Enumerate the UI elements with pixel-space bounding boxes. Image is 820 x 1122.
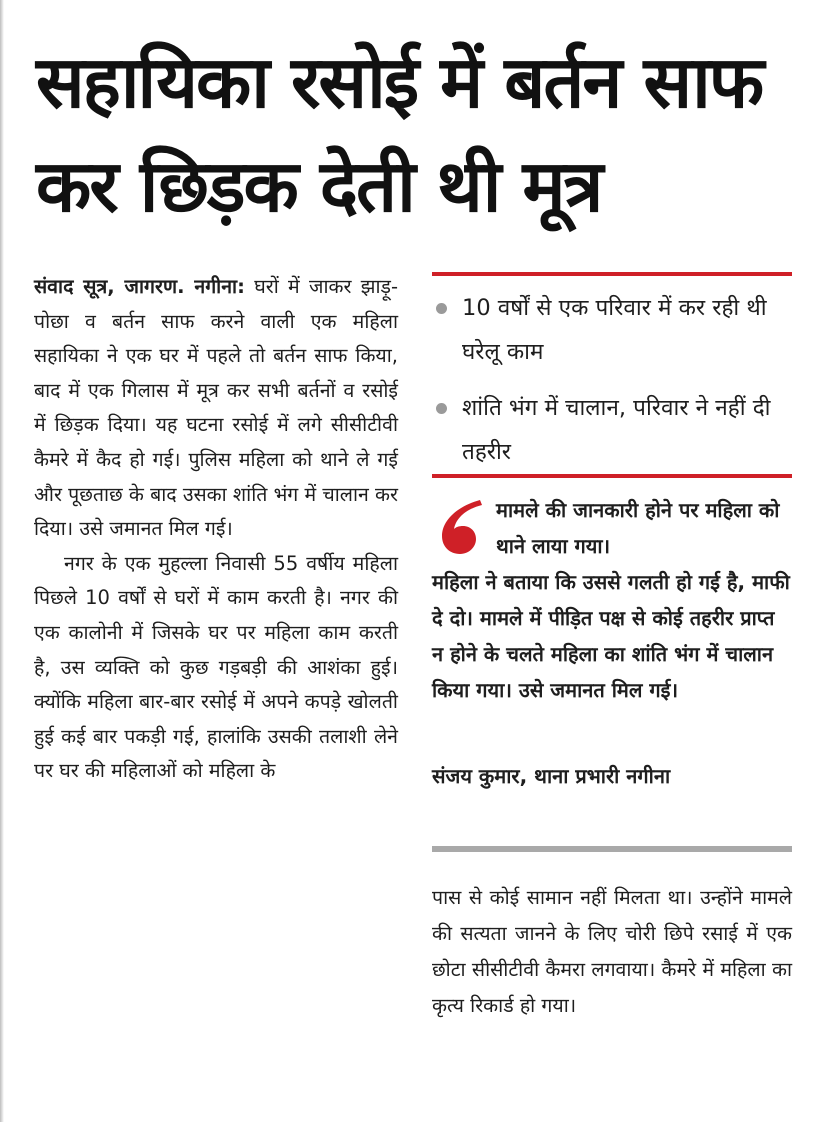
section-divider-rule (432, 846, 792, 852)
bullet-dot-icon (436, 303, 447, 314)
highlights-list (432, 286, 792, 486)
article-body-left-column (34, 270, 398, 789)
quote-opening-lines: मामले की जानकारी होने पर महिला को थाने लाया गया। (496, 498, 780, 558)
paragraph-1-text: घरों में जाकर झाड़ू-पोछा व बर्तन साफ करने वाली एक महिला सहायिका ने एक घर में पहले तो बर्तन साफ किया, बाद में एक गिलास में मूत्र कर सभी बर्तनों व रसोई में छिड़क दिया। यह घटना रसोई में लगे सीसीटीवी कैमरे में कैद हो गई। पुलिस महिला को थाने ले गई और पूछताछ के बाद उसका शांति भंग में चालान कर दिया। उसे जमानत मिल गई। (34, 275, 399, 541)
highlights-bottom-rule (432, 474, 792, 478)
dateline: संवाद सूत्र, जागरण. नगीना: (34, 275, 245, 298)
quote-attribution: संजय कुमार, थाना प्रभारी नगीना (432, 764, 671, 788)
article-continuation: पास से कोई सामान नहीं मिलता था। उन्होंने मामले की सत्यता जानने के लिए चोरी छिपे रसाई में एक छोटा सीसीटीवी कैमरा लगवाया। कैमरे में महिला का कृत्य रिकार्ड हो गया। (432, 886, 792, 1017)
highlight-text: 10 वर्षों से एक परिवार में कर रही थी घरेलू काम (462, 295, 767, 365)
article-paragraph-2: नगर के एक मुहल्ला निवासी 55 वर्षीय महिला पिछले 10 वर्षों से घरों में काम करती है। नगर की एक कालोनी में जिसके घर पर महिला काम करती है, उस व्यक्ति को कुछ गड़बड़ी की आशंका हुई। क्योंकि महिला बार-बार रसोई में अपने कपड़े खोलती हुई कई बार पकड़ी गई, हालांकि उसकी तलाशी लेने पर घर की महिलाओं को महिला के (34, 551, 398, 783)
highlight-text: शांति भंग में चालान, परिवार ने नहीं दी तहरीर (462, 395, 771, 465)
highlights-top-rule (432, 272, 792, 276)
quote-remaining-text: महिला ने बताया कि उससे गलती हो गई है, माफी दे दो। मामले में पीड़ित पक्ष से कोई तहरीर प्राप्त न होने के चलते महिला का शांति भंग में चालान किया गया। उसे जमानत मिल गई। (432, 570, 790, 702)
official-quote-box (432, 492, 792, 708)
article-paragraph-1 (34, 270, 398, 547)
highlight-item (432, 386, 792, 474)
bullet-dot-icon (436, 403, 447, 414)
headline: सहायिका रसोई में बर्तन साफ कर छिड़क देती थी मूत्र (36, 40, 763, 228)
highlight-item (432, 286, 792, 374)
quote-mark-icon (436, 496, 490, 556)
